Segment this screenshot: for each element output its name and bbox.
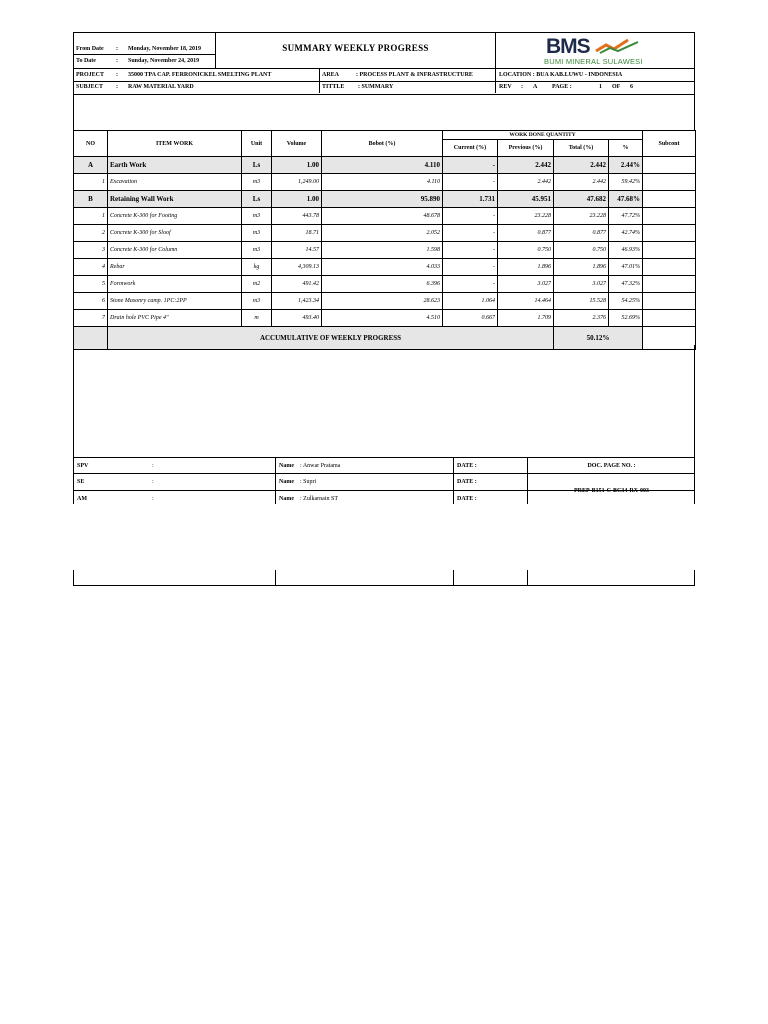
cell-no: 6 [74, 293, 108, 310]
table-row [74, 259, 696, 276]
col-no: NO [74, 131, 108, 157]
cell-current: - [443, 157, 498, 174]
cell-previous: 3.027 [498, 276, 554, 293]
report-title: SUMMARY WEEKLY PROGRESS [282, 43, 429, 53]
cell-current: - [443, 208, 498, 225]
signoff-line-3 [527, 473, 694, 474]
cell-unit: m2 [242, 276, 272, 293]
logo-subtitle: BUMI MINERAL SULAWESI [544, 57, 643, 66]
cell-unit: m3 [242, 208, 272, 225]
cell-item: Retaining Wall Work [108, 191, 242, 208]
se-date: DATE : [457, 479, 477, 485]
cell-previous: 1.709 [498, 310, 554, 327]
cell-bobot: 28.623 [322, 293, 443, 310]
table-row [74, 225, 696, 242]
am-name-label: Name [279, 496, 294, 502]
cell-total: 0.877 [554, 225, 609, 242]
rev-colon: : [521, 84, 523, 90]
cell-current: - [443, 174, 498, 191]
cell-item: Formwork [108, 276, 242, 293]
cell-item: Stone Masonry camp. 1PC:2PP [108, 293, 242, 310]
cell-current: - [443, 259, 498, 276]
col-unit: Unit [242, 131, 272, 157]
col-total: Total (%) [554, 140, 609, 157]
cell-unit: m3 [242, 174, 272, 191]
cell-bobot: 48.678 [322, 208, 443, 225]
cell-bobot: 95.890 [322, 191, 443, 208]
progress-table [73, 130, 696, 350]
signoff-div-1 [275, 458, 276, 504]
blank-row [73, 95, 695, 131]
date-range [74, 33, 216, 68]
work-done-header: WORK DONE QUANTITY [443, 131, 643, 140]
cell-pct: 47.01% [609, 259, 643, 276]
of-value: 6 [630, 84, 633, 90]
cell-no: B [74, 191, 108, 208]
cell-volume: 14.57 [272, 242, 322, 259]
date-divider [74, 54, 216, 55]
cell-total: 3.027 [554, 276, 609, 293]
cell-pct: 46.93% [609, 242, 643, 259]
cell-previous: 2.442 [498, 157, 554, 174]
page-value: 1 [599, 84, 602, 90]
project-colon: : [116, 72, 118, 78]
tittle-label: TITTLE [322, 84, 345, 90]
cell-volume: 1,249.00 [272, 174, 322, 191]
cont-div-2 [453, 570, 454, 585]
cell-pct: 59.42% [609, 174, 643, 191]
am-name: : Zulkarnain ST [300, 496, 338, 502]
table-row [74, 242, 696, 259]
to-date-colon: : [116, 58, 118, 64]
accum-value: 50.12% [554, 327, 643, 350]
cell-pct: 42.74% [609, 225, 643, 242]
section-row [74, 157, 696, 174]
cell-previous: 2.442 [498, 174, 554, 191]
cell-unit: Ls [242, 157, 272, 174]
cell-unit: m3 [242, 293, 272, 310]
section-row [74, 191, 696, 208]
cell-bobot: 6.396 [322, 276, 443, 293]
subject-colon: : [116, 84, 118, 90]
table-row [74, 293, 696, 310]
cell-subcont [643, 310, 696, 327]
cell-total: 47.682 [554, 191, 609, 208]
cell-volume: 18.71 [272, 225, 322, 242]
cell-bobot: 4.033 [322, 259, 443, 276]
cell-total: 0.750 [554, 242, 609, 259]
cell-unit: m3 [242, 225, 272, 242]
signoff-line-1 [74, 473, 527, 474]
subject-value: RAW MATERIAL YARD [128, 84, 194, 90]
cell-total: 23.228 [554, 208, 609, 225]
from-date-colon: : [116, 46, 118, 52]
cell-current: - [443, 276, 498, 293]
cell-subcont [643, 259, 696, 276]
cell-subcont [643, 191, 696, 208]
cell-volume: 493.40 [272, 310, 322, 327]
col-pct: % [609, 140, 643, 157]
cell-pct: 47.68% [609, 191, 643, 208]
logo-swoosh-icon [594, 37, 642, 55]
cell-subcont [643, 157, 696, 174]
cell-total: 1.896 [554, 259, 609, 276]
spv-date: DATE : [457, 463, 477, 469]
table-row [74, 276, 696, 293]
from-date-value: Monday, November 18, 2019 [128, 46, 202, 52]
from-date-label: From Date [76, 46, 104, 52]
cell-subcont [643, 276, 696, 293]
cell-unit: m3 [242, 242, 272, 259]
company-logo [495, 33, 694, 68]
cell-no: A [74, 157, 108, 174]
cell-volume: 4,309.13 [272, 259, 322, 276]
subject-label: SUBJECT [76, 84, 104, 90]
cell-no: 4 [74, 259, 108, 276]
cell-subcont [643, 174, 696, 191]
cell-item: Drain hole PVC Pipe 4" [108, 310, 242, 327]
cell-volume: 1.00 [272, 191, 322, 208]
cell-previous: 23.228 [498, 208, 554, 225]
project-label: PROJECT [76, 72, 105, 78]
project-info [73, 69, 695, 95]
cell-total: 2.376 [554, 310, 609, 327]
spv-name-label: Name [279, 463, 294, 469]
tittle-value: : SUMMARY [358, 84, 394, 90]
info-col-divider-2 [495, 69, 496, 93]
cell-no: 7 [74, 310, 108, 327]
rev-label: REV [499, 84, 512, 90]
area-label: AREA [322, 72, 340, 78]
cell-total: 2.442 [554, 174, 609, 191]
cell-current: 1.064 [443, 293, 498, 310]
cell-bobot: 4.110 [322, 174, 443, 191]
spv-name: : Anwar Pratama [300, 463, 341, 469]
cell-no: 3 [74, 242, 108, 259]
am-label: AM [77, 496, 87, 502]
se-label: SE [77, 479, 85, 485]
table-row [74, 310, 696, 327]
cell-item: Rebar [108, 259, 242, 276]
logo-text: BMS [546, 35, 590, 58]
cell-unit: m [242, 310, 272, 327]
info-divider [74, 81, 694, 82]
table-row [74, 174, 696, 191]
cell-pct: 54.25% [609, 293, 643, 310]
page-label: PAGE : [552, 84, 572, 90]
se-colon: : [152, 479, 154, 485]
cell-pct: 47.72% [609, 208, 643, 225]
am-colon: : [152, 496, 154, 502]
spv-label: SPV [77, 463, 89, 469]
cell-previous: 0.877 [498, 225, 554, 242]
cell-no: 2 [74, 225, 108, 242]
cell-bobot: 1.598 [322, 242, 443, 259]
cell-current: 0.667 [443, 310, 498, 327]
cell-bobot: 4.510 [322, 310, 443, 327]
cell-pct: 47.32% [609, 276, 643, 293]
accum-label: ACCUMULATIVE OF WEEKLY PROGRESS [108, 327, 554, 350]
cell-item: Earth Work [108, 157, 242, 174]
cell-volume: 1.00 [272, 157, 322, 174]
to-date-label: To Date [76, 58, 96, 64]
cell-volume: 443.78 [272, 208, 322, 225]
doc-page-value: PREP-B151-C-BC34-RX-003 [574, 488, 649, 494]
location-value: LOCATION : BUA KAB.LUWU - INDONESIA [499, 72, 623, 78]
se-name: : Supri [300, 479, 317, 485]
cell-unit: kg [242, 259, 272, 276]
cell-bobot: 4.110 [322, 157, 443, 174]
cell-previous: 0.750 [498, 242, 554, 259]
cell-current: - [443, 242, 498, 259]
report-header [73, 32, 695, 69]
cell-no: 1 [74, 174, 108, 191]
project-value: 35000 TPA CAP. FERRONICKEL SMELTING PLANT [128, 72, 272, 78]
signoff-div-2 [453, 458, 454, 504]
col-current: Current (%) [443, 140, 498, 157]
am-date: DATE : [457, 496, 477, 502]
cell-subcont [643, 208, 696, 225]
area-value: : PROCESS PLANT & INFRASTRUCTURE [356, 72, 473, 78]
cell-subcont [643, 225, 696, 242]
cell-previous: 1.896 [498, 259, 554, 276]
to-date-value: Sunday, November 24, 2019 [128, 58, 200, 64]
col-previous: Previous (%) [498, 140, 554, 157]
cell-item: Concrete K-300 for Sloof [108, 225, 242, 242]
cell-volume: 1,423.34 [272, 293, 322, 310]
cell-current: 1.731 [443, 191, 498, 208]
cell-previous: 14.464 [498, 293, 554, 310]
doc-page-label: DOC. PAGE NO. : [587, 463, 636, 469]
cell-item: Concrete K-300 for Footing [108, 208, 242, 225]
signoff-continuation [73, 570, 695, 586]
cell-subcont [643, 293, 696, 310]
col-item-work: ITEM WORK [108, 131, 242, 157]
col-volume: Volume [272, 131, 322, 157]
cell-total: 15.528 [554, 293, 609, 310]
cell-item: Concrete K-300 for Column [108, 242, 242, 259]
cell-no: 1 [74, 208, 108, 225]
notes-area [73, 345, 695, 458]
cont-div-1 [275, 570, 276, 585]
cell-pct: 2.44% [609, 157, 643, 174]
cell-unit: Ls [242, 191, 272, 208]
rev-value: A [533, 84, 538, 90]
of-label: OF [612, 84, 621, 90]
info-col-divider-1 [319, 69, 320, 93]
cell-subcont [643, 242, 696, 259]
cell-item: Excavation [108, 174, 242, 191]
cell-volume: 491.42 [272, 276, 322, 293]
cell-total: 2.442 [554, 157, 609, 174]
signoff-block [73, 457, 695, 504]
cell-bobot: 2.052 [322, 225, 443, 242]
cell-no: 5 [74, 276, 108, 293]
cell-previous: 45.951 [498, 191, 554, 208]
cont-div-3 [527, 570, 528, 585]
cell-current: - [443, 225, 498, 242]
table-row [74, 208, 696, 225]
se-name-label: Name [279, 479, 294, 485]
col-subcont: Subcont [643, 131, 696, 157]
cell-pct: 52.69% [609, 310, 643, 327]
col-bobot: Bobot (%) [322, 131, 443, 157]
spv-colon: : [152, 463, 154, 469]
